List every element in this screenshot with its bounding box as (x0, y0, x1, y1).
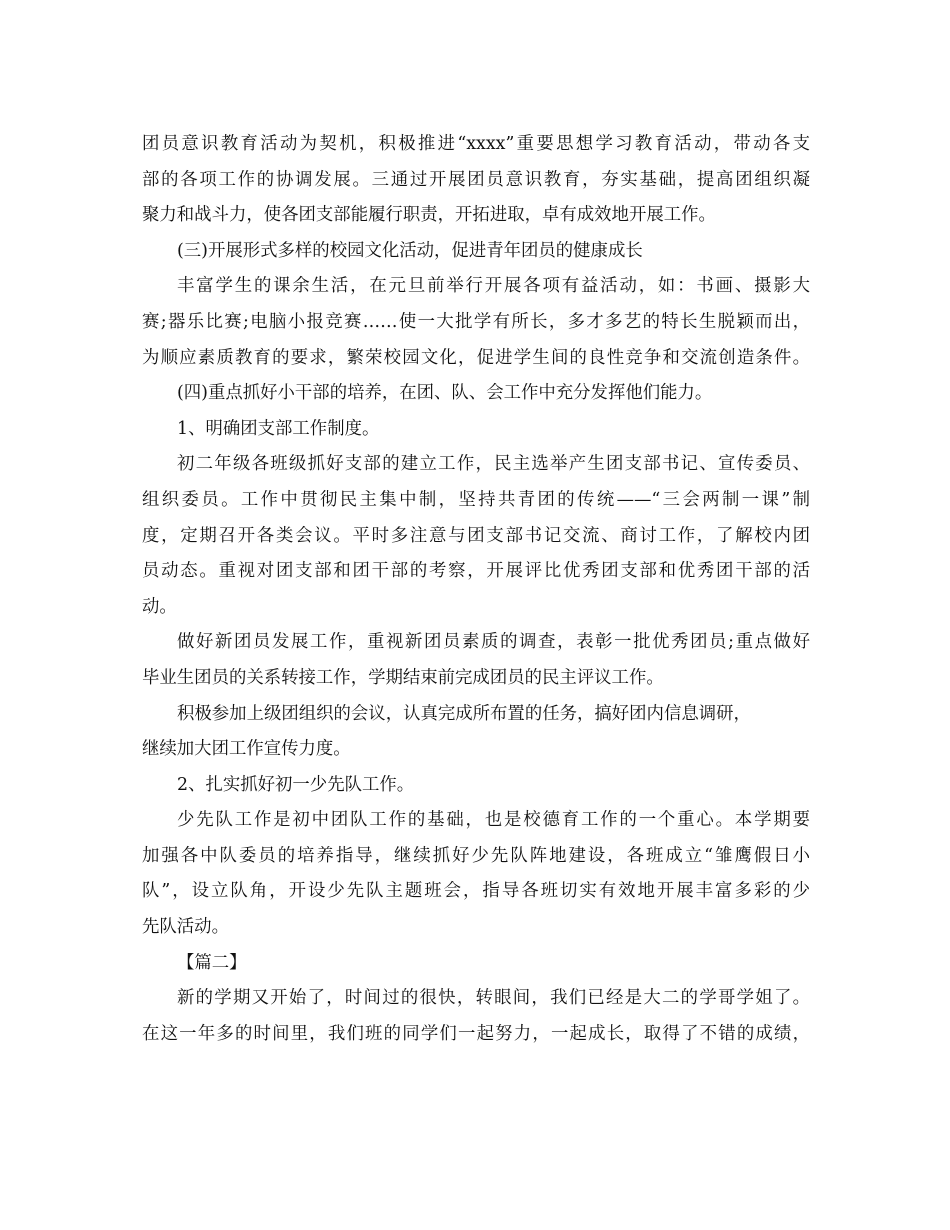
text-line: 组织委员。工作中贯彻民主集中制，坚持共青团的传统——“三会两制一课”制 (142, 489, 810, 510)
text-line: 聚力和战斗力，使各团支部能履行职责，开拓进取，卓有成效地开展工作。 (142, 205, 716, 226)
text-line: 度，定期召开各类会议。平时多注意与团支部书记交流、商讨工作，了解校内团 (142, 525, 810, 546)
text-line: 2、扎实抓好初一少先队工作。 (177, 774, 415, 795)
text-line: 毕业生团员的关系转接工作，学期结束前完成团员的民主评议工作。 (142, 667, 664, 688)
text-line: 为顺应素质教育的要求，繁荣校园文化，促进学生间的良性竞争和交流创造条件。 (142, 347, 810, 368)
text-line: 员动态。重视对团支部和团干部的考察，开展评比优秀团支部和优秀团干部的活 (142, 561, 810, 582)
text-line: 加强各中队委员的培养指导，继续抓好少先队阵地建设，各班成立“雏鹰假日小 (142, 845, 810, 866)
text-line: 在这一年多的时间里，我们班的同学们一起努力，一起成长，取得了不错的成绩， (142, 1023, 810, 1044)
text-line: 少先队工作是初中团队工作的基础，也是校德育工作的一个重心。本学期要 (177, 810, 810, 831)
text-line: 继续加大团工作宣传力度。 (142, 739, 351, 760)
text-line: 新的学期又开始了，时间过的很快，转眼间，我们已经是大二的学哥学姐了。 (177, 988, 810, 1009)
text-line: 队”，设立队角，开设少先队主题班会，指导各班切实有效地开展丰富多彩的少 (142, 881, 810, 902)
text-line: 做好新团员发展工作，重视新团员素质的调查，表彰一批优秀团员;重点做好 (177, 632, 810, 653)
text-line: 积极参加上级团组织的会议，认真完成所布置的任务，搞好团内信息调研， (177, 703, 751, 724)
text-line: 部的各项工作的协调发展。三通过开展团员意识教育，夯实基础，提高团组织凝 (142, 169, 810, 190)
text-line: 【篇二】 (177, 952, 247, 973)
text-line: 丰富学生的课余生活，在元旦前举行开展各项有益活动，如：书画、摄影大 (177, 276, 810, 297)
text-line: 先队活动。 (142, 917, 229, 938)
text-line: 团员意识教育活动为契机，积极推进“xxxx”重要思想学习教育活动，带动各支 (142, 134, 810, 154)
text-line: 1、明确团支部工作制度。 (177, 418, 380, 439)
text-line: 赛;器乐比赛;电脑小报竞赛……使一大批学有所长，多才多艺的特长生脱颖而出， (142, 311, 810, 332)
text-line: 动。 (142, 596, 177, 617)
text-line: (四)重点抓好小干部的培养，在团、队、会工作中充分发挥他们能力。 (177, 383, 713, 404)
text-line: (三)开展形式多样的校园文化活动，促进青年团员的健康成长 (177, 240, 643, 261)
text-line: 初二年级各班级抓好支部的建立工作，民主选举产生团支部书记、宣传委员、 (177, 454, 810, 475)
document-body (142, 127, 810, 1052)
